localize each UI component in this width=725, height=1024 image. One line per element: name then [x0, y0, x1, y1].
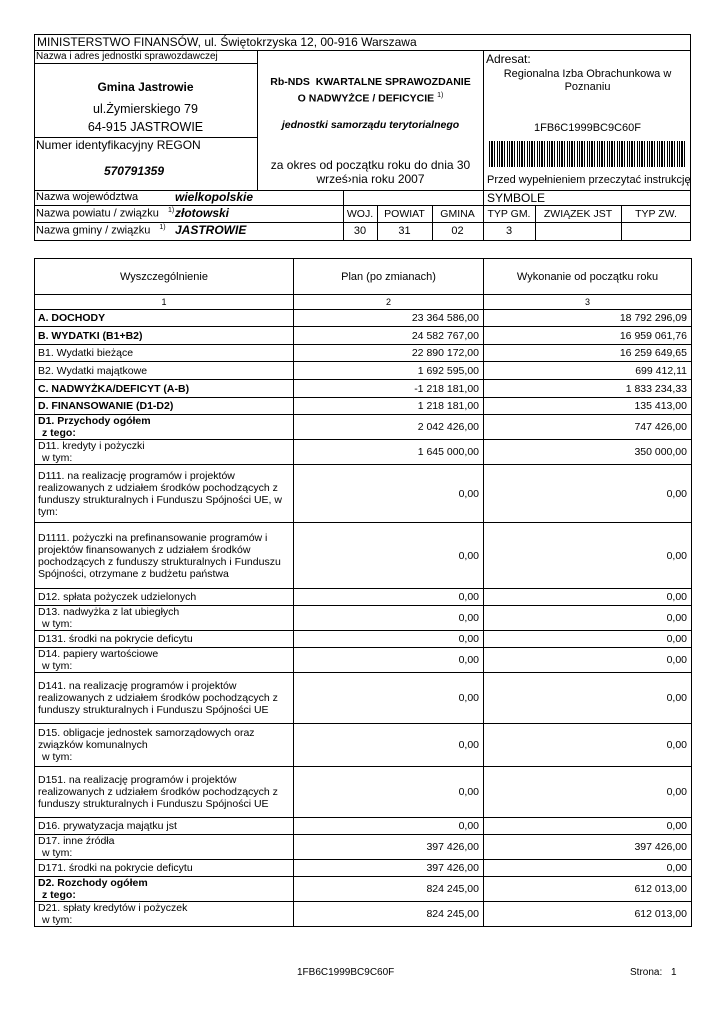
execution-value: 0,00 — [484, 724, 692, 767]
col-typgm: TYP GM. — [487, 208, 531, 220]
county-label-text: Nazwa powiatu / związku — [36, 207, 159, 220]
adresat-line-1: Regionalna Izba Obrachunkowa w — [503, 68, 672, 80]
row-label — [35, 589, 294, 606]
table-row — [35, 398, 692, 415]
row-label — [35, 465, 294, 523]
table-row — [35, 818, 692, 835]
column-index: 2 — [294, 295, 484, 310]
page-label: Strona: — [630, 967, 663, 978]
row-label — [35, 818, 294, 835]
col-woj: WOJ. — [346, 208, 374, 220]
footer-code: 1FB6C1999BC9C60F — [297, 967, 395, 978]
col-typzw: TYP ZW. — [635, 208, 677, 220]
adresat-label: Adresat: — [486, 52, 531, 66]
row-label-text: A. DOCHODY — [38, 312, 106, 324]
row-sublabel: w tym: — [42, 452, 73, 464]
regon-value: 570791359 — [103, 164, 165, 178]
report-title — [258, 76, 483, 106]
row-label-text: D12. spłata pożyczek udzielonych — [38, 591, 197, 603]
divider — [34, 63, 257, 64]
row-label-text: D17. inne źródła — [38, 835, 115, 847]
row-label-text: D171. środki na pokrycie deficytu — [38, 862, 193, 874]
plan-value: 22 890 172,00 — [294, 345, 484, 362]
report-code: Rb-NDS — [270, 76, 310, 88]
row-label — [35, 860, 294, 877]
plan-value: 0,00 — [294, 523, 484, 589]
row-label — [35, 440, 294, 465]
unit-street: ul.Żymierskiego 79 — [93, 102, 198, 116]
table-row — [35, 631, 692, 648]
execution-value: 612 013,00 — [484, 877, 692, 902]
val-powiat: 31 — [398, 225, 411, 237]
plan-value: 23 364 586,00 — [294, 310, 484, 327]
plan-value: 397 426,00 — [294, 860, 484, 877]
table-row — [35, 362, 692, 380]
commune-value: JASTROWIE — [175, 223, 247, 237]
table-row — [35, 523, 692, 589]
execution-value: 0,00 — [484, 465, 692, 523]
table-row — [35, 767, 692, 818]
row-label — [35, 398, 294, 415]
column-header-execution: Wykonanie od początku roku — [484, 259, 692, 295]
row-label — [35, 724, 294, 767]
execution-value: 0,00 — [484, 648, 692, 673]
table-row — [35, 724, 692, 767]
row-label-text: D15. obligacje jednostek samorządowych oraz związków komunalnych — [38, 727, 255, 751]
execution-value: 397 426,00 — [484, 835, 692, 860]
footnote-marker: 1) — [437, 92, 444, 99]
report-title-2: O NADWYŻCE / DEFICYCIE — [297, 92, 435, 105]
commune-label — [36, 224, 166, 237]
plan-value: 397 426,00 — [294, 835, 484, 860]
column-index: 3 — [484, 295, 692, 310]
row-label — [35, 380, 294, 398]
row-label-text: D1. Przychody ogółem — [38, 415, 151, 427]
row-label — [35, 345, 294, 362]
table-row — [35, 835, 692, 860]
page-number: 1 — [671, 967, 677, 978]
instruction-text: Przed wypełnieniem przeczytać instrukcję — [487, 174, 691, 186]
row-sublabel: z tego: — [42, 889, 76, 901]
row-label-text: D. FINANSOWANIE (D1-D2) — [38, 400, 174, 412]
execution-value: 350 000,00 — [484, 440, 692, 465]
report-title-1: KWARTALNE SPRAWOZDANIE — [315, 76, 471, 88]
plan-value: 0,00 — [294, 724, 484, 767]
symbols-label: SYMBOLE — [487, 191, 546, 205]
plan-value: 24 582 767,00 — [294, 327, 484, 345]
row-sublabel: w tym: — [42, 847, 73, 859]
plan-value: 0,00 — [294, 767, 484, 818]
execution-value: 0,00 — [484, 767, 692, 818]
row-sublabel: w tym: — [42, 618, 73, 630]
unit-city: 64-915 JASTROWIE — [87, 120, 204, 134]
execution-value: 0,00 — [484, 606, 692, 631]
plan-value: 0,00 — [294, 631, 484, 648]
divider — [34, 205, 691, 206]
period-line-2: wrześ›nia roku 2007 — [316, 172, 425, 186]
plan-value: 1 692 595,00 — [294, 362, 484, 380]
col-powiat: POWIAT — [384, 208, 425, 220]
column-header-plan: Plan (po zmianach) — [294, 259, 484, 295]
plan-value: 824 245,00 — [294, 902, 484, 927]
execution-value: 699 412,11 — [484, 362, 692, 380]
ministry-line: MINISTERSTWO FINANSÓW, ul. Świętokrzyska 12, 00-916 Warszawa — [37, 35, 417, 49]
unit-name: Gmina Jastrowie — [97, 80, 194, 94]
county-label — [36, 207, 174, 220]
adresat-line-2: Poznaniu — [564, 81, 611, 93]
row-label — [35, 606, 294, 631]
execution-value: 0,00 — [484, 818, 692, 835]
column-index: 1 — [35, 295, 294, 310]
plan-value: 2 042 426,00 — [294, 415, 484, 440]
regon-label: Numer identyfikacyjny REGON — [36, 138, 201, 152]
footnote-marker: 1) — [159, 224, 166, 231]
plan-value: 824 245,00 — [294, 877, 484, 902]
row-label-text: D21. spłaty kredytów i pożyczek — [38, 902, 188, 914]
voivodeship-value: wielkopolskie — [175, 190, 254, 204]
plan-value: 0,00 — [294, 589, 484, 606]
row-label — [35, 767, 294, 818]
row-label-text: B2. Wydatki majątkowe — [38, 364, 148, 377]
col-zwiazek: ZWIĄZEK JST — [543, 208, 613, 220]
plan-value: 0,00 — [294, 818, 484, 835]
execution-value: 0,00 — [484, 631, 692, 648]
period-line-1: za okres od początku roku do dnia 30 — [270, 158, 471, 172]
commune-label-text: Nazwa gminy / związku — [36, 224, 151, 237]
table-row — [35, 673, 692, 724]
unit-label: Nazwa i adres jednostki sprawozdawczej — [36, 51, 218, 62]
execution-value: 0,00 — [484, 860, 692, 877]
row-label — [35, 902, 294, 927]
row-label-text: D141. na realizację programów i projektów realizowanych z udziałem środków pochodzących z funduszy strukturalnych i Funduszu Spójności UE — [38, 680, 278, 716]
row-label — [35, 648, 294, 673]
column-header-description: Wyszczególnienie — [35, 259, 294, 295]
execution-value: 1 833 234,33 — [484, 380, 692, 398]
row-label-text: D11. kredyty i pożyczki — [38, 440, 145, 452]
table-row — [35, 877, 692, 902]
plan-value: 0,00 — [294, 465, 484, 523]
row-label — [35, 877, 294, 902]
row-label-text: D111. na realizację programów i projektów realizowanych z udziałem środków pochodzących z funduszy strukturalnych i Funduszu Spójności UE, w tym: — [38, 469, 282, 518]
divider — [34, 222, 691, 223]
plan-value: 0,00 — [294, 648, 484, 673]
row-label — [35, 835, 294, 860]
row-label-text: B1. Wydatki bieżące — [38, 347, 134, 359]
row-label — [35, 523, 294, 589]
row-label — [35, 327, 294, 345]
financial-table — [34, 258, 692, 927]
row-label-text: D1111. pożyczki na prefinansowanie programów i projektów finansowanych z udziałem środków pochodzących z funduszy strukturalnych i Funduszu Spójności, otrzymane z budżetu państwa — [38, 531, 281, 580]
table-row — [35, 415, 692, 440]
row-label-text: D13. nadwyżka z lat ubiegłych — [38, 606, 180, 618]
document-code: 1FB6C1999BC9C60F — [533, 122, 641, 134]
row-label-text: D151. na realizację programów i projektów realizowanych z udziałem środków pochodzących z funduszy strukturalnych i Funduszu Spójności UE — [38, 774, 278, 810]
county-value: złotowski — [175, 206, 230, 220]
row-label — [35, 415, 294, 440]
table-index-row — [35, 295, 692, 310]
val-gmina: 02 — [451, 225, 464, 237]
row-label-text: D16. prywatyzacja majątku jst — [38, 820, 177, 832]
execution-value: 0,00 — [484, 523, 692, 589]
execution-value: 18 792 296,09 — [484, 310, 692, 327]
row-label — [35, 362, 294, 380]
row-label-text: B. WYDATKI (B1+B2) — [38, 329, 143, 342]
row-label — [35, 631, 294, 648]
val-woj: 30 — [353, 225, 367, 237]
table-row — [35, 380, 692, 398]
table-header-row — [35, 259, 692, 295]
table-row — [35, 648, 692, 673]
col-gmina: GMINA — [440, 208, 475, 220]
row-label-text: D14. papiery wartościowe — [38, 648, 159, 660]
table-row — [35, 310, 692, 327]
val-typgm: 3 — [505, 225, 513, 237]
barcode-image — [489, 141, 687, 167]
row-sublabel: w tym: — [42, 751, 73, 763]
table-row — [35, 860, 692, 877]
plan-value: 1 645 000,00 — [294, 440, 484, 465]
plan-value: 0,00 — [294, 606, 484, 631]
voivodeship-label: Nazwa województwa — [36, 191, 139, 203]
row-sublabel: w tym: — [42, 914, 73, 926]
row-label-text: C. NADWYŻKA/DEFICYT (A-B) — [38, 382, 190, 395]
execution-value: 16 259 649,65 — [484, 345, 692, 362]
execution-value: 135 413,00 — [484, 398, 692, 415]
table-row — [35, 327, 692, 345]
table-row — [35, 902, 692, 927]
row-label — [35, 673, 294, 724]
table-row — [35, 589, 692, 606]
execution-value: 0,00 — [484, 589, 692, 606]
execution-value: 16 959 061,76 — [484, 327, 692, 345]
row-sublabel: w tym: — [42, 660, 73, 672]
table-row — [35, 606, 692, 631]
table-row — [35, 345, 692, 362]
row-label-text: D2. Rozchody ogółem — [38, 877, 148, 889]
table-row — [35, 440, 692, 465]
execution-value: 612 013,00 — [484, 902, 692, 927]
execution-value: 0,00 — [484, 673, 692, 724]
plan-value: 1 218 181,00 — [294, 398, 484, 415]
footnote-marker: 1) — [167, 207, 175, 214]
row-sublabel: z tego: — [42, 427, 76, 439]
table-row — [35, 465, 692, 523]
row-label-text: D131. środki na pokrycie deficytu — [38, 633, 193, 645]
plan-value: 0,00 — [294, 673, 484, 724]
report-subtitle: jednostki samorządu terytorialnego — [281, 119, 460, 131]
execution-value: 747 426,00 — [484, 415, 692, 440]
plan-value: -1 218 181,00 — [294, 380, 484, 398]
row-label — [35, 310, 294, 327]
